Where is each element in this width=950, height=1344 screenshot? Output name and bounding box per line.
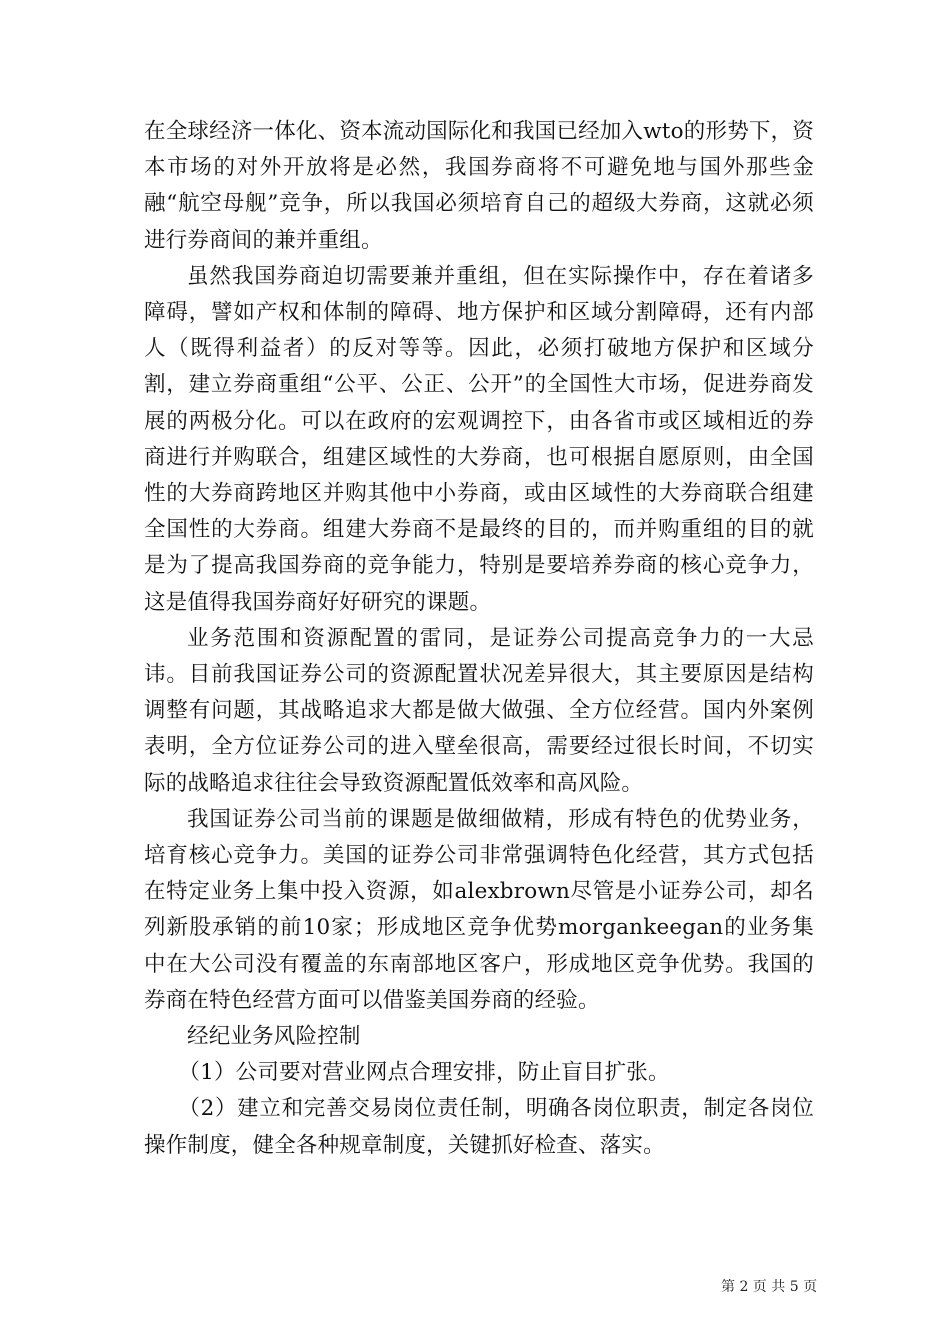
paragraph-resource-allocation: 业务范围和资源配置的雷同，是证券公司提高竞争力的一大忌讳。目前我国证券公司的资源配置状况差异很大，其主要原因是结构调整有问题，其战略追求大都是做大做强、全方位经营。国内外案例表明，全方位证券公司的进入壁垒很高，需要经过很长时间，不切实际的战略追求往往会导致资源配置低效率和高风险。 (144, 625, 814, 796)
page-number: 第 2 页 共 5 页 (721, 1279, 818, 1295)
document-body (144, 114, 814, 1164)
list-item-1: （1）公司要对营业网点合理安排，防止盲目扩张。 (178, 1060, 670, 1086)
paragraph-merger-obstacles: 虽然我国券商迫切需要兼并重组，但在实际操作中，存在着诸多障碍，譬如产权和体制的障碍、地方保护和区域分割障碍，还有内部人（既得利益者）的反对等等。因此，必须打破地方保护和区域分割，建立券商重组“公平、公正、公开”的全国性大市场，促进券商发展的两极分化。可以在政府的宏观调控下，由各省市或区域相近的券商进行并购联合，组建区域性的大券商，也可根据自愿原则，由全国性的大券商跨地区并购其他中小券商，或由区域性的大券商联合组建全国性的大券商。组建大券商不是最终的目的，而并购重组的目的就是为了提高我国券商的竞争能力，特别是要培养券商的核心竞争力，这是值得我国券商好好研究的课题。 (144, 263, 814, 615)
paragraph-specialization: 我国证券公司当前的课题是做细做精，形成有特色的优势业务，培育核心竞争力。美国的证券公司非常强调特色化经营，其方式包括在特定业务上集中投入资源，如alexbrown尽管是小证券公司，却名列新股承销的前10家；形成地区竞争优势morgankeegan的业务集中在大公司没有覆盖的东南部地区客户，形成地区竞争优势。我国的券商在特色经营方面可以借鉴美国券商的经验。 (144, 806, 814, 1013)
paragraph-wto-opening: 在全球经济一体化、资本流动国际化和我国已经加入wto的形势下，资本市场的对外开放将是必然，我国券商将不可避免地与国外那些金融“航空母舰”竞争，所以我国必须培育自己的超级大券商，这就必须进行券商间的兼并重组。 (144, 119, 814, 253)
list-item-2: （2）建立和完善交易岗位责任制，明确各岗位职责，制定各岗位操作制度，健全各种规章制度，关键抓好检查、落实。 (144, 1096, 814, 1158)
section-heading-brokerage-risk: 经纪业务风险控制 (187, 1024, 361, 1050)
